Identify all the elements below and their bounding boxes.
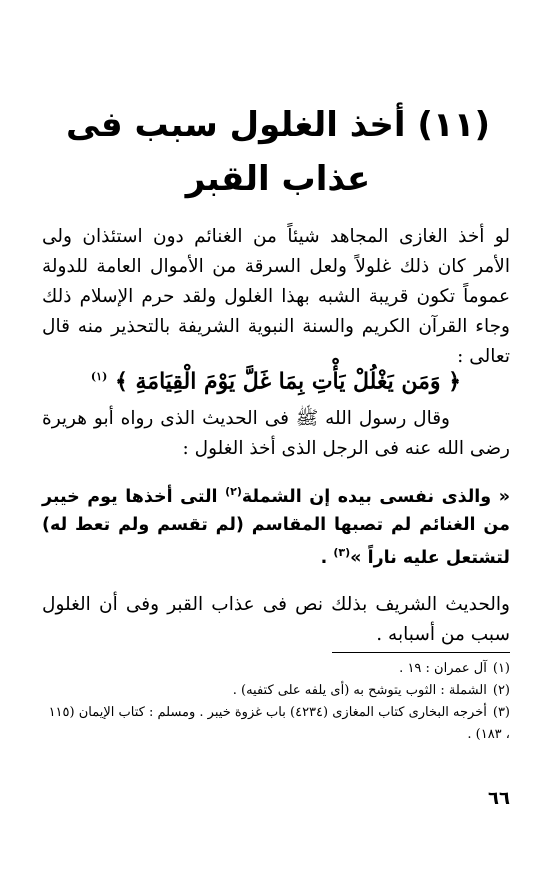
footnote-number: (٣): [492, 705, 510, 720]
footnote-item: [42, 702, 510, 746]
hadith-text-part1: « والذى نفسى بيده إن الشملة: [241, 486, 511, 507]
footnote-text: آل عمران : ١٩ .: [399, 661, 487, 676]
quran-verse: [42, 360, 510, 398]
footnote-text: أخرجه البخارى كتاب المغازى (٤٢٣٤) باب غزوة خيبر . ومسلم : كتاب الإيمان (١١٥ ، ١٨٣) .: [48, 705, 510, 742]
footnote-item: [42, 680, 510, 702]
footnote-text: الشملة : الثوب يتوشح به (أى يلفه على كتفيه) .: [232, 683, 487, 698]
footnotes: [42, 658, 510, 746]
hadith-quote: [42, 478, 510, 572]
paragraph-intro: لو أخذ الغازى المجاهد شيئاً من الغنائم دون استئذان ولى الأمر كان ذلك غلولاً ولعل السرقة من الأموال العامة للدولة عموماً تكون قريبة الشبه بهذا الغلول ولقد حرم الإسلام ذلك وجاء القرآن الكريم والسنة النبوية الشريفة بالتحذير منه قال تعالى :: [42, 226, 510, 367]
footnote-number: (٢): [492, 683, 510, 698]
paragraph-conclusion: والحديث الشريف بذلك نص فى عذاب القبر وفى أن الغلول سبب من أسبابه .: [42, 594, 510, 645]
paragraph-hadith-intro: وقال رسول الله ﷺ فى الحديث الذى رواه أبو هريرة رضى الله عنه فى الرجل الذى أخذ الغلول :: [42, 408, 510, 459]
verse-footnote-ref: (١): [90, 370, 108, 383]
footnote-divider: [332, 652, 510, 653]
chapter-title-line1: (١١) أخذ الغلول سبب فى: [65, 105, 491, 145]
footnote-item: [42, 658, 510, 680]
hadith-footnote-ref-3: (٣): [333, 545, 351, 559]
chapter-title-line2: عذاب القبر: [185, 159, 371, 199]
hadith-footnote-ref-2: (٢): [225, 485, 242, 498]
footnote-number: (١): [492, 661, 510, 676]
hadith-text-part2: التى أخذها يوم خيبر من الغنائم لم تصبها المقاسم (لم تقسم ولم تعط له) لتشتعل عليه ناراً »: [42, 486, 510, 568]
verse-text: ﴿ وَمَن يَغْلُلْ يَأْتِ بِمَا غَلَّ يَوْمَ الْقِيَامَةِ ﴾: [114, 368, 462, 395]
hadith-end-mark: .: [320, 547, 334, 568]
page-number: ٦٦: [488, 788, 510, 809]
